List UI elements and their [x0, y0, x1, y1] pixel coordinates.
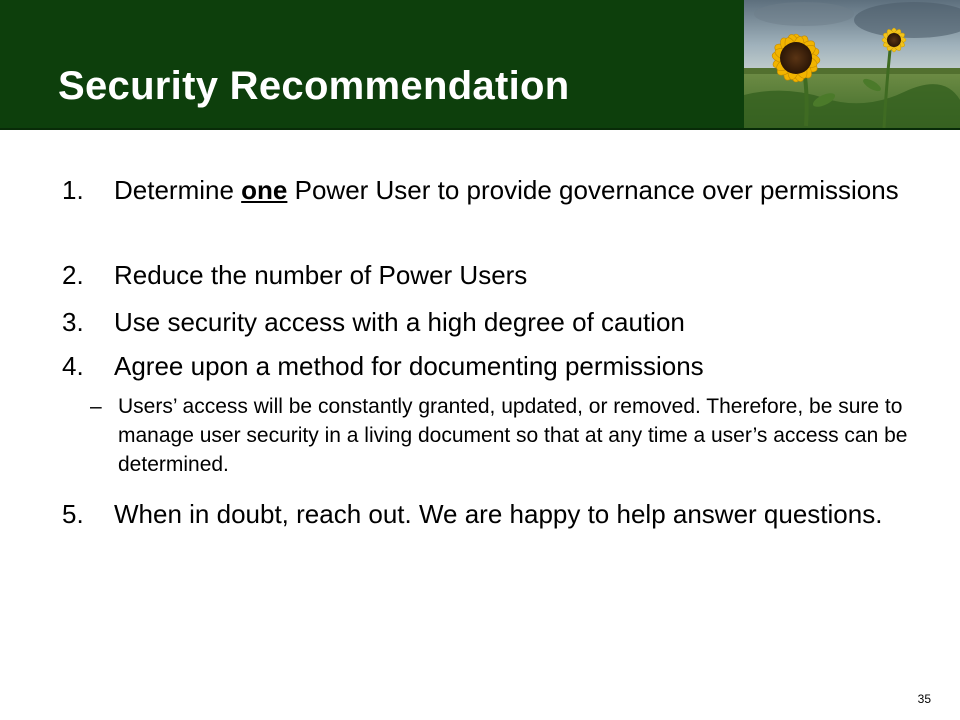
- list-text: Agree upon a method for documenting permissions: [114, 351, 704, 381]
- list-text: Determine one Power User to provide governance over permissions: [114, 175, 899, 205]
- list-text: Use security access with a high degree of caution: [114, 307, 685, 337]
- list-number: 5.: [62, 499, 84, 529]
- page-number: 35: [917, 692, 931, 706]
- list-number: 2.: [62, 260, 84, 290]
- list-number: 3.: [62, 307, 84, 337]
- dash-bullet: –: [90, 395, 102, 418]
- list-number: 1.: [62, 175, 84, 205]
- list-number: 4.: [62, 351, 84, 381]
- slide-title: Security Recommendation: [58, 64, 570, 108]
- emphasis-one: one: [241, 175, 288, 205]
- list-text: Reduce the number of Power Users: [114, 260, 528, 290]
- sub-list-text: Users’ access will be constantly granted, updated, or removed. Therefore, be sure to manage user security in a living document so that at any time a user’s access can be determined.: [118, 395, 908, 476]
- list-text: When in doubt, reach out. We are happy to help answer questions.: [114, 499, 883, 529]
